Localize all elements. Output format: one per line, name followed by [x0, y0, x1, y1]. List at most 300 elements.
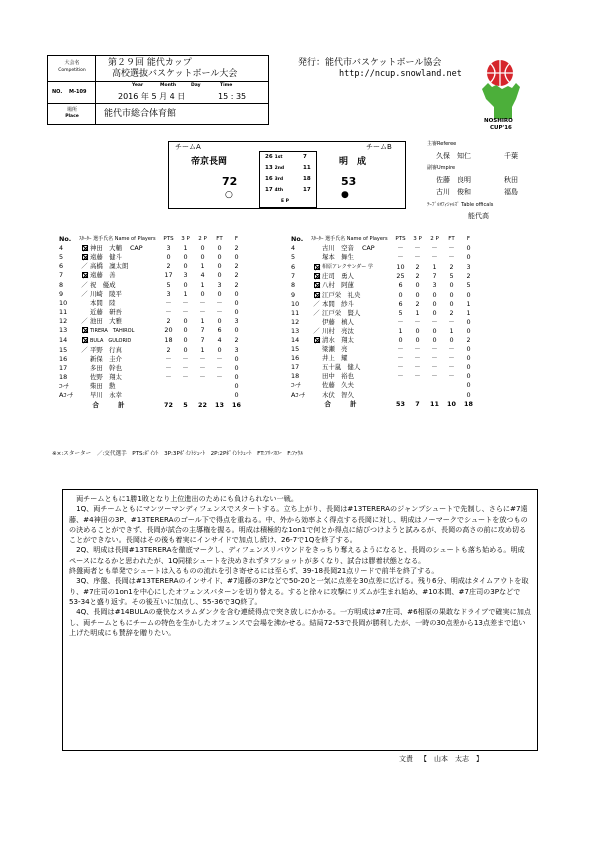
player-name-cell	[90, 355, 160, 364]
ep-label: E P	[281, 199, 289, 204]
stat-f: 0	[466, 253, 471, 262]
stat-pts: －	[397, 244, 404, 253]
logo-text1: NOSHIRO	[484, 118, 513, 124]
team-b-label: チームB	[366, 143, 392, 151]
player-row	[289, 244, 477, 253]
stat-f: 2	[234, 280, 239, 289]
team-a-score: 72	[222, 175, 238, 188]
col-ft: FT	[216, 236, 223, 243]
stat-f: 0	[234, 382, 239, 391]
q4-label: 4th	[274, 188, 284, 193]
starter-mark	[311, 336, 322, 345]
starter-mark	[311, 318, 322, 327]
player-name: 本間 紗斗	[322, 299, 354, 308]
stat-p3: 0	[183, 253, 188, 262]
tournament-name-line2: 高校選抜バスケットボール大会	[112, 69, 238, 79]
player-name-cell	[322, 244, 392, 253]
player-name-cell	[322, 272, 392, 281]
stat-f: 1	[466, 308, 471, 317]
report-paragraph: 4Q、長岡は#14BULAの豪快なスラムダンクを含む連続得点で突き放しにかかる。一方明成は#7庄司、#6相原の果敢なドライブで確実に加点し、両チームともにチームの特色を生かしたオフェンスで会場を沸かせる。結局72-53で長岡が勝利したが、一時の30点差から13点差まで追い上げた明成にも賛辞を贈りたい。	[69, 607, 531, 637]
stat-p3: －	[414, 253, 421, 262]
player-number: 12	[59, 316, 68, 325]
player-name-cell	[322, 290, 392, 299]
col-no: No.	[291, 235, 304, 244]
report-paragraph: 1Q、両チームともにマンツーマンディフェンスでスタートする。立ち上がり、長岡は#13TERERAのジャンプシュートで先制し、さらに#7遠藤、#4神田の3P、#13TERERAのゴール下で得点を重ねる。中、外から効率よく得点する長岡に対し、明成はノーマークでシュートを放つものの決めることができず、長岡が試合の主導権を握る。明成は積極的な1on1で何とか得点に結びつけようと試みるが、長岡の高さの前に攻め切ることができない。長岡はその後も着実にインサイドで加点し続け、26-7で1Qを終了する。	[69, 504, 528, 545]
player-name: 佐野 翔太	[90, 373, 122, 382]
total-f: 18	[464, 399, 473, 408]
game-time: 15 : 35	[218, 92, 247, 101]
stat-p2: 0	[200, 253, 205, 262]
player-name: 早川 永幸	[90, 391, 122, 400]
stat-f: 3	[466, 262, 471, 271]
player-row	[57, 373, 245, 382]
author-label: 文責	[399, 755, 413, 763]
col-year: Year	[132, 83, 144, 88]
stat-pts: 2	[166, 316, 171, 325]
stat-ft	[211, 382, 228, 391]
col-2p: 2 P	[198, 236, 207, 243]
game-no-label: NO.	[52, 89, 63, 95]
stat-pts: －	[397, 354, 404, 363]
stat-f: 2	[234, 262, 239, 271]
stat-p3: －	[414, 372, 421, 381]
player-name-cell	[90, 391, 160, 400]
stat-f: 0	[234, 364, 239, 373]
player-row	[57, 262, 245, 271]
stat-p3: 1	[183, 244, 188, 253]
stat-p3: 0	[415, 290, 420, 299]
stat-p2: －	[431, 317, 438, 326]
player-row	[289, 281, 477, 290]
stat-ft: －	[448, 317, 455, 326]
stat-ft: 0	[449, 299, 454, 308]
stat-p2: 0	[432, 299, 437, 308]
stat-p3: 0	[415, 281, 420, 290]
player-name: TIRERA TAHIROL	[90, 327, 135, 334]
stat-p2: 0	[200, 289, 205, 298]
stat-ft: 5	[449, 272, 454, 281]
stat-ft: 0	[449, 335, 454, 344]
stat-pts: －	[397, 345, 404, 354]
stat-p3: 3	[183, 271, 188, 280]
starter-mark	[311, 363, 322, 372]
stat-p3	[409, 381, 426, 390]
report-paragraph: 2Q、明成は長岡#13TERERAを徹底マークし、ディフェンスリバウンドをきっちり奪えるようになると、長岡のシュートも落ち始める。明成ペースになるかと思われたが、1Q同様シュートを決めきれずタフショットが多くなり、試合は膠着状態となる。	[69, 545, 525, 565]
starter-mark	[79, 373, 90, 382]
player-number: 16	[291, 354, 300, 363]
player-name-cell	[322, 309, 392, 318]
player-row	[289, 318, 477, 327]
starter-checkbox-icon	[314, 337, 320, 343]
stat-p2	[194, 382, 211, 391]
stat-pts: 2	[166, 345, 171, 354]
col-pts: PTS	[395, 236, 406, 243]
starter-mark	[79, 355, 90, 364]
player-name: 柴田 勲	[90, 382, 116, 391]
player-row	[289, 345, 477, 354]
logo-text2: CUP'16	[490, 125, 512, 131]
player-name: 祝 優成	[90, 280, 116, 289]
stat-pts: 0	[398, 290, 403, 299]
stat-ft: 2	[449, 308, 454, 317]
player-row	[289, 336, 477, 345]
report-paragraph: 終盤両者とも単発でシュートは入るものの流れを引き寄せるには至らず、39-18長岡21点リードで前半を終了する。	[69, 566, 439, 576]
game-report	[62, 489, 538, 751]
stat-pts	[392, 381, 409, 390]
q2-b: 11	[303, 165, 311, 171]
starter-mark: ／	[313, 326, 320, 335]
stat-pts: －	[397, 363, 404, 372]
player-name-cell	[90, 280, 160, 289]
stat-f: 0	[466, 290, 471, 299]
q3-a: 16	[265, 176, 273, 182]
col-starter: ｽﾀｰﾀｰ	[79, 236, 92, 243]
col-player-name: 選手氏名 Name of Players	[325, 236, 388, 243]
starter-checkbox-icon	[82, 272, 88, 278]
player-number: 6	[59, 262, 64, 271]
stat-pts: 3	[166, 289, 171, 298]
player-row	[57, 346, 245, 355]
stat-p3: 2	[415, 272, 420, 281]
starter-checkbox-icon	[314, 264, 320, 270]
player-number: ｺｰﾁ	[59, 382, 69, 391]
stat-p2: 0	[432, 335, 437, 344]
stat-p2: 1	[200, 262, 205, 271]
col-pts: PTS	[163, 236, 174, 243]
starter-mark	[311, 290, 322, 299]
col-player-name: 選手氏名 Name of Players	[93, 236, 156, 243]
player-number: 18	[59, 373, 68, 382]
stat-p2: －	[199, 373, 206, 382]
header-row	[289, 235, 477, 244]
player-row	[57, 364, 245, 373]
stat-p3: －	[182, 373, 189, 382]
player-number: 10	[291, 299, 300, 308]
player-row	[57, 326, 245, 336]
player-name: 神田 大輔	[90, 244, 122, 253]
stat-pts: －	[165, 364, 172, 373]
total-p2: 11	[430, 399, 439, 408]
stat-p2: 0	[432, 290, 437, 299]
player-name: 川村 亮汰	[322, 326, 354, 335]
player-number: Aｺｰﾁ	[59, 391, 73, 400]
player-name-cell	[90, 336, 160, 346]
stat-p2: －	[199, 298, 206, 307]
player-name-cell	[90, 317, 160, 326]
stat-f: 0	[466, 363, 471, 372]
stat-p3: 0	[183, 345, 188, 354]
stat-p3: 0	[183, 336, 188, 345]
stat-p3: －	[414, 244, 421, 253]
player-row	[289, 354, 477, 363]
col-f: F	[466, 236, 471, 243]
player-name: 川崎 陵平	[90, 289, 122, 298]
stat-ft: 0	[449, 281, 454, 290]
publisher-url[interactable]: http://ncup.snowland.net	[339, 69, 462, 79]
player-name: 清水 翔太	[322, 335, 354, 344]
player-row	[289, 391, 477, 400]
stat-f: 0	[234, 253, 239, 262]
stat-p3: －	[414, 317, 421, 326]
team-b-score: 53	[341, 175, 357, 188]
stat-pts: －	[397, 253, 404, 262]
player-number: 5	[59, 253, 64, 262]
player-row	[289, 253, 477, 262]
player-name-cell	[322, 281, 392, 290]
col-2p: 2 P	[430, 236, 439, 243]
starter-mark	[79, 253, 90, 262]
stat-ft	[211, 391, 228, 400]
stat-p2	[426, 381, 443, 390]
stat-pts: 5	[398, 308, 403, 317]
basketball-hand-logo-icon	[478, 55, 528, 121]
starter-mark	[311, 262, 322, 272]
player-name-cell	[322, 327, 392, 336]
stat-p2: －	[199, 355, 206, 364]
stat-pts: 3	[166, 244, 171, 253]
game-no-value: M-109	[69, 89, 87, 95]
col-starter: ｽﾀｰﾀｰ	[311, 236, 324, 243]
starter-mark	[79, 326, 90, 336]
stat-ft: 0	[217, 244, 222, 253]
stat-ft: －	[448, 363, 455, 372]
player-name: BULA GULORID	[90, 337, 132, 344]
player-row	[289, 327, 477, 336]
stat-ft: －	[216, 364, 223, 373]
player-name: 池田 大雅	[90, 316, 122, 325]
starter-mark	[311, 272, 322, 281]
starter-mark	[79, 364, 90, 373]
stat-pts: 6	[398, 281, 403, 290]
player-number: 9	[59, 289, 64, 298]
stat-ft: －	[216, 298, 223, 307]
stat-p2: 0	[432, 308, 437, 317]
starter-checkbox-icon	[82, 337, 88, 343]
player-row	[289, 309, 477, 318]
player-name-cell	[90, 364, 160, 373]
stat-p2: 1	[200, 280, 205, 289]
stat-f: 2	[234, 271, 239, 280]
stat-ft	[443, 391, 460, 400]
umpire-2-pref: 福島	[504, 188, 518, 196]
player-name-cell	[90, 326, 160, 336]
stat-pts: 2	[166, 262, 171, 271]
stat-f: 1	[466, 299, 471, 308]
starter-mark	[79, 391, 90, 400]
stat-ft: 0	[217, 316, 222, 325]
starter-mark	[311, 381, 322, 390]
stat-f: 0	[466, 345, 471, 354]
stat-f: 0	[234, 307, 239, 316]
player-row	[57, 253, 245, 262]
stat-f: 0	[466, 354, 471, 363]
player-name-cell	[322, 354, 392, 363]
starter-mark	[311, 253, 322, 262]
player-row	[57, 271, 245, 280]
starter-mark	[79, 299, 90, 308]
team-b-name: 明 成	[339, 157, 367, 167]
stat-p3: 1	[415, 308, 420, 317]
stat-f: 0	[466, 390, 471, 399]
col-name	[311, 235, 392, 244]
player-name-cell	[90, 262, 160, 271]
header-row	[57, 235, 245, 244]
player-row	[57, 382, 245, 391]
stat-pts: 18	[164, 336, 173, 345]
stat-f: 0	[466, 326, 471, 335]
player-row	[289, 272, 477, 281]
player-name: 古川 空音	[322, 244, 354, 253]
player-number: 6	[291, 262, 296, 271]
game-info-box	[47, 55, 269, 125]
stat-p3: 0	[183, 262, 188, 271]
player-name-cell	[90, 244, 160, 253]
player-number: 17	[59, 364, 68, 373]
starter-mark	[311, 391, 322, 400]
player-number: 4	[291, 244, 296, 253]
stat-p2: －	[431, 372, 438, 381]
player-row	[57, 290, 245, 299]
starter-mark	[311, 244, 322, 253]
starter-mark: ／	[81, 262, 88, 271]
stat-p3: －	[182, 298, 189, 307]
player-name-cell	[322, 300, 392, 309]
player-name: 佐藤 久夫	[322, 381, 354, 390]
player-number: 13	[59, 326, 68, 335]
stat-p2: 1	[200, 316, 205, 325]
col-ft: FT	[448, 236, 455, 243]
player-row	[289, 372, 477, 381]
team-b-box-score	[289, 235, 477, 409]
stat-p2: 3	[432, 281, 437, 290]
stat-p2: －	[199, 307, 206, 316]
total-row	[289, 400, 477, 409]
starter-checkbox-icon	[82, 245, 88, 251]
stat-p2: 1	[200, 345, 205, 354]
player-number: 8	[59, 280, 64, 289]
stat-pts: －	[165, 373, 172, 382]
stat-ft: －	[448, 345, 455, 354]
player-row	[57, 299, 245, 308]
publisher-name: 発行：能代市バスケットボール協会	[298, 58, 442, 68]
stat-ft: 0	[217, 253, 222, 262]
col-3p: 3 P	[413, 236, 422, 243]
player-row	[289, 381, 477, 390]
player-number: 11	[59, 307, 68, 316]
quarter-row	[265, 154, 313, 161]
stat-f: 0	[234, 373, 239, 382]
q1-b: 7	[303, 154, 307, 160]
total-p3: 5	[183, 400, 188, 409]
stat-ft: －	[216, 373, 223, 382]
player-number: 14	[291, 335, 300, 344]
stat-ft: 1	[449, 326, 454, 335]
stat-p2: －	[431, 345, 438, 354]
stat-f: 0	[234, 289, 239, 298]
total-ft: 10	[447, 399, 456, 408]
player-number: 13	[291, 326, 300, 335]
starter-mark	[79, 271, 90, 280]
player-number: 15	[59, 345, 68, 354]
player-number: 5	[291, 253, 296, 262]
total-f: 16	[232, 400, 241, 409]
starter-checkbox-icon	[314, 273, 320, 279]
player-name-cell	[90, 253, 160, 262]
player-name: 井上 耀	[322, 354, 348, 363]
starter-mark	[79, 244, 90, 253]
stat-ft: －	[448, 372, 455, 381]
starter-mark	[311, 281, 322, 290]
author-name: 【 山本 太志 】	[420, 755, 483, 763]
player-number: 10	[59, 298, 68, 307]
stat-pts: －	[397, 372, 404, 381]
total-pts: 53	[396, 399, 405, 408]
stat-p2: －	[199, 364, 206, 373]
stat-p3: 1	[183, 289, 188, 298]
starter-mark: ／	[81, 280, 88, 289]
player-row	[57, 355, 245, 364]
total-label: 合 計	[92, 400, 125, 409]
place-value: 能代市総合体育館	[104, 109, 177, 119]
stat-ft	[443, 381, 460, 390]
q1-a: 26	[265, 154, 273, 160]
stat-ft: 6	[217, 326, 222, 335]
place-label: 場所	[66, 107, 77, 113]
player-row	[57, 317, 245, 326]
q4-b: 17	[303, 187, 311, 193]
player-name: 八村 阿蓮	[322, 281, 354, 290]
stat-ft: －	[216, 355, 223, 364]
stat-ft: 4	[217, 336, 222, 345]
captain-badge: CAP	[361, 244, 375, 253]
team-a-name: 帝京長岡	[191, 157, 228, 167]
umpire-label: 副審Umpire	[427, 165, 456, 171]
stat-ft: －	[216, 307, 223, 316]
stat-pts: 10	[396, 262, 405, 271]
player-name: 平野 行真	[90, 345, 122, 354]
starter-checkbox-icon	[82, 254, 88, 260]
stat-pts	[160, 382, 177, 391]
player-row	[57, 244, 245, 253]
player-name: 多田 幹也	[90, 364, 122, 373]
player-name: 塚本 舞生	[322, 253, 354, 262]
stat-f: 0	[466, 244, 471, 253]
table-officials-label: ﾃｰﾌﾞﾙｵﾌｨｼｬﾙｽﾞ Table officals	[427, 202, 494, 208]
player-row	[57, 280, 245, 289]
umpire-2-name: 古川 俊和	[436, 188, 471, 196]
stat-p2	[426, 391, 443, 400]
player-row	[289, 262, 477, 272]
stat-pts: 1	[398, 326, 403, 335]
stat-pts: 25	[396, 272, 405, 281]
stat-f: 2	[466, 335, 471, 344]
stat-f: 0	[234, 391, 239, 400]
player-name-cell	[90, 299, 160, 308]
player-name: 木伏 智久	[322, 390, 354, 399]
game-date: 2016 年 5 月 4 日	[118, 92, 186, 101]
stat-p2: －	[431, 244, 438, 253]
player-name: 田中 裕也	[322, 372, 354, 381]
stat-p3: －	[414, 363, 421, 372]
stat-ft: 0	[217, 289, 222, 298]
player-number: 14	[59, 336, 68, 345]
player-name: 江戸栄 礼央	[322, 290, 361, 299]
player-number: 11	[291, 308, 300, 317]
stat-f: 0	[466, 381, 471, 390]
umpire-1-name: 佐藤 良明	[436, 176, 471, 184]
q1-label: 1st	[274, 155, 283, 160]
col-name	[79, 235, 160, 244]
